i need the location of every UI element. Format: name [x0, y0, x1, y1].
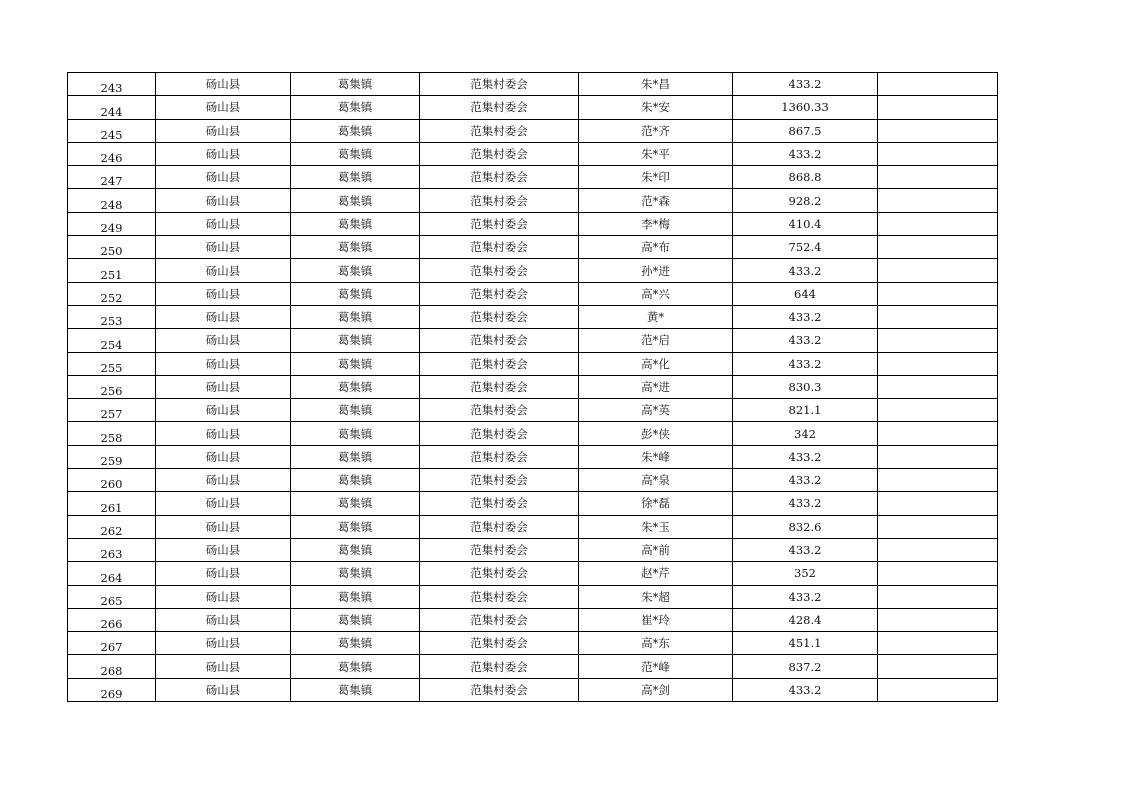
- town-cell: 葛集镇: [291, 352, 420, 375]
- amount-cell: 352: [733, 562, 878, 585]
- village-committee-cell: 范集村委会: [420, 445, 579, 468]
- row-number-cell: 266: [68, 608, 156, 631]
- county-cell: 砀山县: [156, 375, 291, 398]
- county-cell: 砀山县: [156, 655, 291, 678]
- town-cell: 葛集镇: [291, 236, 420, 259]
- row-number-cell: 253: [68, 305, 156, 328]
- table-row: [68, 352, 998, 375]
- amount-cell: 433.2: [733, 585, 878, 608]
- county-cell: 砀山县: [156, 212, 291, 235]
- county-cell: 砀山县: [156, 678, 291, 701]
- village-committee-cell: 范集村委会: [420, 119, 579, 142]
- name-cell: 高*进: [579, 375, 733, 398]
- town-cell: 葛集镇: [291, 305, 420, 328]
- table-row: [68, 375, 998, 398]
- town-cell: 葛集镇: [291, 492, 420, 515]
- note-cell: [878, 515, 998, 538]
- table-row: [68, 655, 998, 678]
- village-committee-cell: 范集村委会: [420, 375, 579, 398]
- row-number-cell: 254: [68, 329, 156, 352]
- village-committee-cell: 范集村委会: [420, 329, 579, 352]
- table-row: [68, 212, 998, 235]
- amount-cell: 433.2: [733, 73, 878, 96]
- amount-cell: 342: [733, 422, 878, 445]
- name-cell: 朱*平: [579, 142, 733, 165]
- village-committee-cell: 范集村委会: [420, 352, 579, 375]
- town-cell: 葛集镇: [291, 375, 420, 398]
- county-cell: 砀山县: [156, 562, 291, 585]
- county-cell: 砀山县: [156, 515, 291, 538]
- table-row: [68, 96, 998, 119]
- name-cell: 朱*峰: [579, 445, 733, 468]
- table-row: [68, 608, 998, 631]
- row-number-cell: 250: [68, 236, 156, 259]
- village-committee-cell: 范集村委会: [420, 655, 579, 678]
- table-body: [68, 73, 998, 702]
- county-cell: 砀山县: [156, 352, 291, 375]
- name-cell: 范*启: [579, 329, 733, 352]
- amount-cell: 451.1: [733, 632, 878, 655]
- table-row: [68, 142, 998, 165]
- town-cell: 葛集镇: [291, 422, 420, 445]
- amount-cell: 868.8: [733, 166, 878, 189]
- row-number-cell: 256: [68, 375, 156, 398]
- village-committee-cell: 范集村委会: [420, 538, 579, 561]
- county-cell: 砀山县: [156, 422, 291, 445]
- row-number-cell: 262: [68, 515, 156, 538]
- county-cell: 砀山县: [156, 585, 291, 608]
- note-cell: [878, 608, 998, 631]
- note-cell: [878, 73, 998, 96]
- town-cell: 葛集镇: [291, 655, 420, 678]
- village-committee-cell: 范集村委会: [420, 282, 579, 305]
- amount-cell: 832.6: [733, 515, 878, 538]
- name-cell: 朱*昌: [579, 73, 733, 96]
- name-cell: 高*前: [579, 538, 733, 561]
- table-row: [68, 585, 998, 608]
- county-cell: 砀山县: [156, 259, 291, 282]
- town-cell: 葛集镇: [291, 632, 420, 655]
- village-committee-cell: 范集村委会: [420, 585, 579, 608]
- village-committee-cell: 范集村委会: [420, 678, 579, 701]
- name-cell: 孙*进: [579, 259, 733, 282]
- name-cell: 高*英: [579, 399, 733, 422]
- amount-cell: 433.2: [733, 492, 878, 515]
- table-row: [68, 632, 998, 655]
- amount-cell: 867.5: [733, 119, 878, 142]
- amount-cell: 433.2: [733, 329, 878, 352]
- amount-cell: 433.2: [733, 538, 878, 561]
- note-cell: [878, 655, 998, 678]
- row-number-cell: 259: [68, 445, 156, 468]
- county-cell: 砀山县: [156, 608, 291, 631]
- amount-cell: 752.4: [733, 236, 878, 259]
- village-committee-cell: 范集村委会: [420, 166, 579, 189]
- row-number-cell: 248: [68, 189, 156, 212]
- town-cell: 葛集镇: [291, 678, 420, 701]
- row-number-cell: 261: [68, 492, 156, 515]
- table-row: [68, 538, 998, 561]
- table-row: [68, 492, 998, 515]
- row-number-cell: 247: [68, 166, 156, 189]
- county-cell: 砀山县: [156, 142, 291, 165]
- amount-cell: 644: [733, 282, 878, 305]
- village-committee-cell: 范集村委会: [420, 469, 579, 492]
- name-cell: 朱*玉: [579, 515, 733, 538]
- amount-cell: 433.2: [733, 142, 878, 165]
- county-cell: 砀山县: [156, 166, 291, 189]
- town-cell: 葛集镇: [291, 538, 420, 561]
- note-cell: [878, 259, 998, 282]
- table-row: [68, 259, 998, 282]
- row-number-cell: 245: [68, 119, 156, 142]
- note-cell: [878, 282, 998, 305]
- village-committee-cell: 范集村委会: [420, 422, 579, 445]
- village-committee-cell: 范集村委会: [420, 96, 579, 119]
- county-cell: 砀山县: [156, 399, 291, 422]
- amount-cell: 837.2: [733, 655, 878, 678]
- table-row: [68, 282, 998, 305]
- name-cell: 徐*磊: [579, 492, 733, 515]
- name-cell: 范*森: [579, 189, 733, 212]
- note-cell: [878, 492, 998, 515]
- note-cell: [878, 189, 998, 212]
- county-cell: 砀山县: [156, 445, 291, 468]
- town-cell: 葛集镇: [291, 189, 420, 212]
- table-row: [68, 189, 998, 212]
- name-cell: 朱*超: [579, 585, 733, 608]
- county-cell: 砀山县: [156, 538, 291, 561]
- table-row: [68, 422, 998, 445]
- amount-cell: 410.4: [733, 212, 878, 235]
- name-cell: 范*峰: [579, 655, 733, 678]
- note-cell: [878, 236, 998, 259]
- table-row: [68, 515, 998, 538]
- note-cell: [878, 445, 998, 468]
- county-cell: 砀山县: [156, 119, 291, 142]
- note-cell: [878, 305, 998, 328]
- row-number-cell: 243: [68, 73, 156, 96]
- name-cell: 高*化: [579, 352, 733, 375]
- row-number-cell: 263: [68, 538, 156, 561]
- amount-cell: 433.2: [733, 352, 878, 375]
- table-row: [68, 166, 998, 189]
- town-cell: 葛集镇: [291, 608, 420, 631]
- town-cell: 葛集镇: [291, 259, 420, 282]
- note-cell: [878, 375, 998, 398]
- note-cell: [878, 562, 998, 585]
- county-cell: 砀山县: [156, 96, 291, 119]
- county-cell: 砀山县: [156, 73, 291, 96]
- name-cell: 范*齐: [579, 119, 733, 142]
- name-cell: 高*兴: [579, 282, 733, 305]
- village-committee-cell: 范集村委会: [420, 632, 579, 655]
- table-row: [68, 445, 998, 468]
- amount-cell: 428.4: [733, 608, 878, 631]
- village-committee-cell: 范集村委会: [420, 305, 579, 328]
- name-cell: 李*梅: [579, 212, 733, 235]
- note-cell: [878, 212, 998, 235]
- amount-cell: 433.2: [733, 305, 878, 328]
- table-row: [68, 305, 998, 328]
- note-cell: [878, 352, 998, 375]
- amount-cell: 1360.33: [733, 96, 878, 119]
- note-cell: [878, 538, 998, 561]
- amount-cell: 433.2: [733, 678, 878, 701]
- town-cell: 葛集镇: [291, 469, 420, 492]
- amount-cell: 928.2: [733, 189, 878, 212]
- county-cell: 砀山县: [156, 189, 291, 212]
- town-cell: 葛集镇: [291, 142, 420, 165]
- row-number-cell: 264: [68, 562, 156, 585]
- town-cell: 葛集镇: [291, 515, 420, 538]
- note-cell: [878, 329, 998, 352]
- village-committee-cell: 范集村委会: [420, 562, 579, 585]
- row-number-cell: 244: [68, 96, 156, 119]
- row-number-cell: 252: [68, 282, 156, 305]
- county-cell: 砀山县: [156, 236, 291, 259]
- town-cell: 葛集镇: [291, 585, 420, 608]
- village-committee-cell: 范集村委会: [420, 492, 579, 515]
- town-cell: 葛集镇: [291, 329, 420, 352]
- name-cell: 黄*: [579, 305, 733, 328]
- town-cell: 葛集镇: [291, 119, 420, 142]
- village-committee-cell: 范集村委会: [420, 259, 579, 282]
- name-cell: 赵*芹: [579, 562, 733, 585]
- note-cell: [878, 422, 998, 445]
- town-cell: 葛集镇: [291, 445, 420, 468]
- town-cell: 葛集镇: [291, 399, 420, 422]
- town-cell: 葛集镇: [291, 166, 420, 189]
- name-cell: 高*布: [579, 236, 733, 259]
- amount-cell: 830.3: [733, 375, 878, 398]
- town-cell: 葛集镇: [291, 96, 420, 119]
- note-cell: [878, 166, 998, 189]
- row-number-cell: 246: [68, 142, 156, 165]
- town-cell: 葛集镇: [291, 562, 420, 585]
- row-number-cell: 257: [68, 399, 156, 422]
- village-committee-cell: 范集村委会: [420, 189, 579, 212]
- village-committee-cell: 范集村委会: [420, 212, 579, 235]
- row-number-cell: 260: [68, 469, 156, 492]
- amount-cell: 433.2: [733, 259, 878, 282]
- table-row: [68, 678, 998, 701]
- name-cell: 崔*玲: [579, 608, 733, 631]
- table-row: [68, 469, 998, 492]
- name-cell: 高*东: [579, 632, 733, 655]
- county-cell: 砀山县: [156, 492, 291, 515]
- row-number-cell: 255: [68, 352, 156, 375]
- village-committee-cell: 范集村委会: [420, 73, 579, 96]
- table-row: [68, 73, 998, 96]
- note-cell: [878, 632, 998, 655]
- table-row: [68, 399, 998, 422]
- county-cell: 砀山县: [156, 469, 291, 492]
- row-number-cell: 267: [68, 632, 156, 655]
- row-number-cell: 258: [68, 422, 156, 445]
- note-cell: [878, 96, 998, 119]
- note-cell: [878, 142, 998, 165]
- table-row: [68, 562, 998, 585]
- village-committee-cell: 范集村委会: [420, 236, 579, 259]
- county-cell: 砀山县: [156, 329, 291, 352]
- note-cell: [878, 119, 998, 142]
- row-number-cell: 251: [68, 259, 156, 282]
- data-table: [67, 72, 998, 702]
- village-committee-cell: 范集村委会: [420, 608, 579, 631]
- name-cell: 朱*印: [579, 166, 733, 189]
- amount-cell: 433.2: [733, 445, 878, 468]
- name-cell: 朱*安: [579, 96, 733, 119]
- town-cell: 葛集镇: [291, 212, 420, 235]
- county-cell: 砀山县: [156, 305, 291, 328]
- amount-cell: 433.2: [733, 469, 878, 492]
- name-cell: 高*剑: [579, 678, 733, 701]
- village-committee-cell: 范集村委会: [420, 399, 579, 422]
- table-row: [68, 329, 998, 352]
- table-row: [68, 236, 998, 259]
- row-number-cell: 269: [68, 678, 156, 701]
- amount-cell: 821.1: [733, 399, 878, 422]
- town-cell: 葛集镇: [291, 73, 420, 96]
- name-cell: 高*泉: [579, 469, 733, 492]
- note-cell: [878, 469, 998, 492]
- town-cell: 葛集镇: [291, 282, 420, 305]
- note-cell: [878, 678, 998, 701]
- village-committee-cell: 范集村委会: [420, 142, 579, 165]
- table-row: [68, 119, 998, 142]
- note-cell: [878, 399, 998, 422]
- row-number-cell: 265: [68, 585, 156, 608]
- village-committee-cell: 范集村委会: [420, 515, 579, 538]
- county-cell: 砀山县: [156, 632, 291, 655]
- row-number-cell: 268: [68, 655, 156, 678]
- note-cell: [878, 585, 998, 608]
- name-cell: 彭*侠: [579, 422, 733, 445]
- county-cell: 砀山县: [156, 282, 291, 305]
- row-number-cell: 249: [68, 212, 156, 235]
